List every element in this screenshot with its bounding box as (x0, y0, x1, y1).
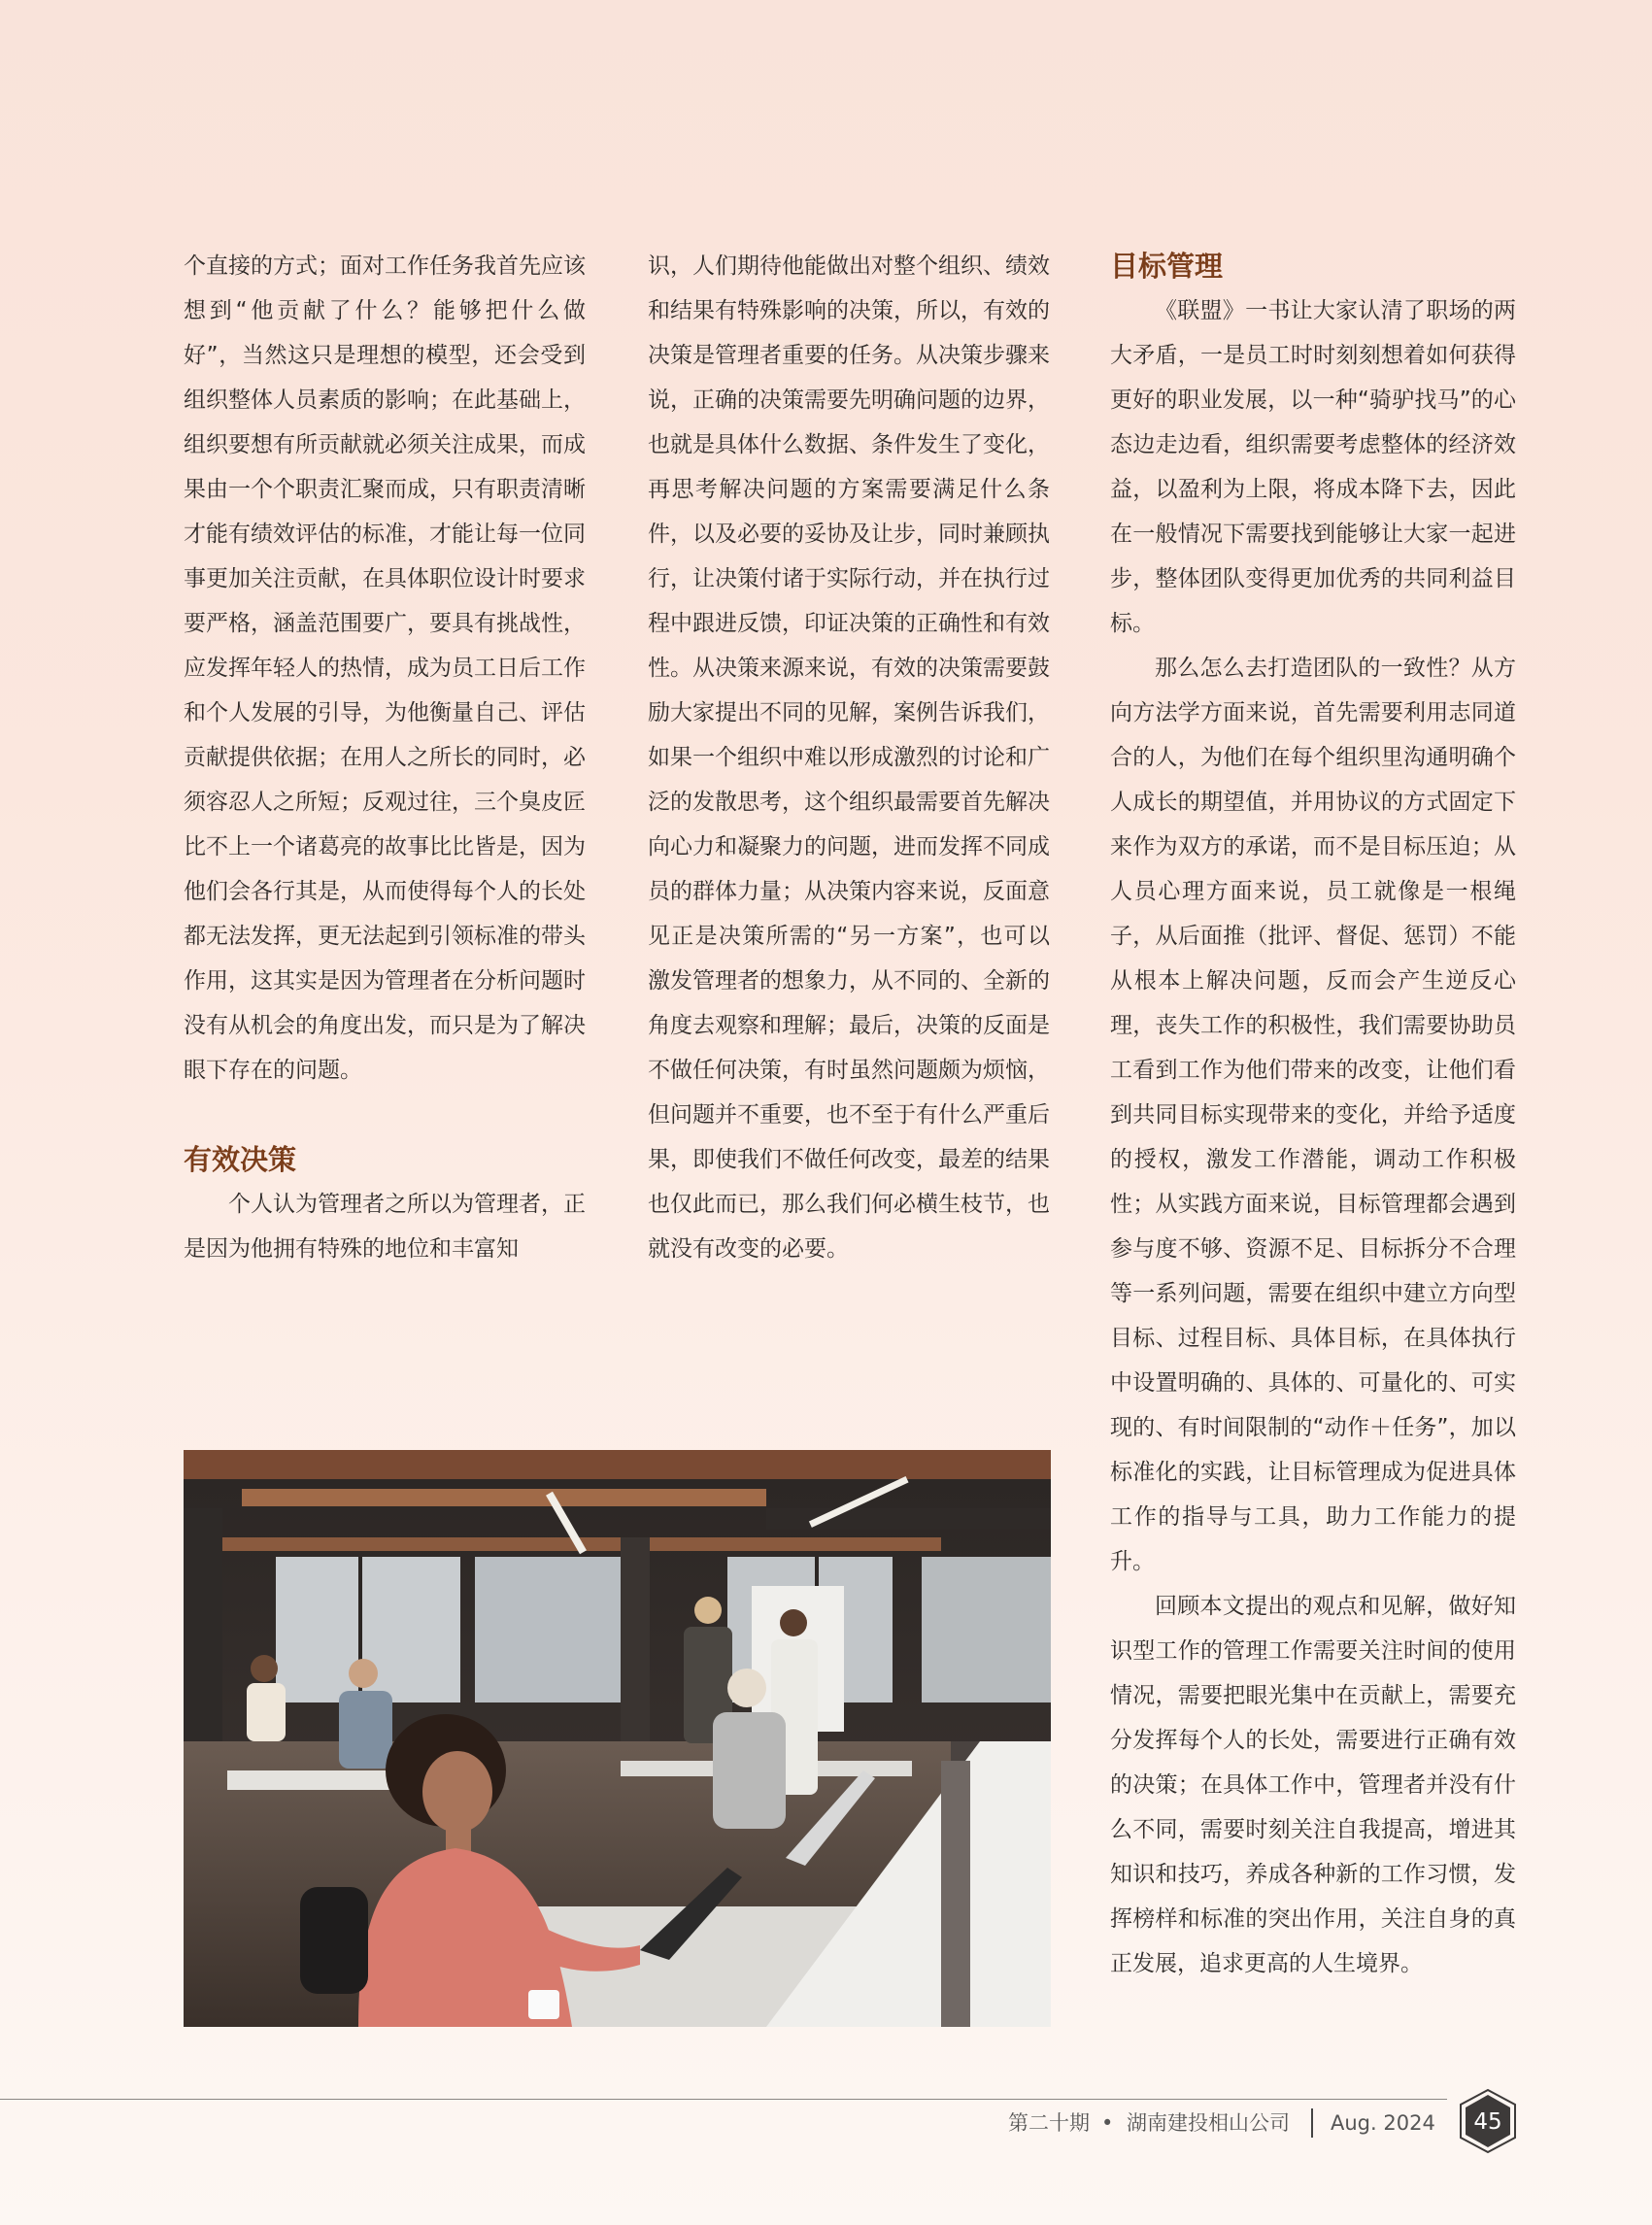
footer-date (1331, 2106, 1435, 2141)
paragraph: 个直接的方式；面对工作任务我首先应该想到“他贡献了什么？能够把什么做好”，当然这只是理想的模型，还会受到组织整体人员素质的影响；在此基础上，组织要想有所贡献就必须关注成果，而成果由一个个职责汇聚而成，只有职责清晰才能有绩效评估的标准，才能让每一位同事更加关注贡献，在具体职位设计时要求要严格，涵盖范围要广，要具有挑战性，应发挥年轻人的热情，成为员工日后工作和个人发展的引导，为他衡量自己、评估贡献提供依据；在用人之所长的同时，必须容忍人之所短；反观过往，三个臭皮匠比不上一个诸葛亮的故事比比皆是，因为他们会各行其是，从而使得每个人的长处都无法发挥，更无法起到引领标准的带头作用，这其实是因为管理者在分析问题时没有从机会的角度出发，而只是为了解决眼下存在的问题。 (184, 253, 586, 1083)
paragraph: 个人认为管理者之所以为管理者，正是因为他拥有特殊的地位和丰富知 (184, 1192, 586, 1262)
footer-separator (1311, 2108, 1313, 2138)
footer-company (1127, 2106, 1290, 2141)
footer-bullet (1101, 2106, 1113, 2141)
column-2 (648, 244, 1050, 1271)
paragraph: 识，人们期待他能做出对整个组织、绩效和结果有特殊影响的决策，所以，有效的决策是管理者重要的任务。从决策步骤来说，正确的决策需要先明确问题的边界，也就是具体什么数据、条件发生了变化，再思考解决问题的方案需要满足什么条件，以及必要的妥协及让步，同时兼顾执行，让决策付诸于实际行动，并在执行过程中跟进反馈，印证决策的正确性和有效性。从决策来源来说，有效的决策需要鼓励大家提出不同的见解，案例告诉我们，如果一个组织中难以形成激烈的讨论和广泛的发散思考，这个组织最需要首先解决向心力和凝聚力的问题，进而发挥不同成员的群体力量；从决策内容来说，反面意见正是决策所需的“另一方案”，也可以激发管理者的想象力，从不同的、全新的角度去观察和理解；最后，决策的反面是不做任何决策，有时虽然问题颇为烦恼，但问题并不重要，也不至于有什么严重后果，即使我们不做任何改变，最差的结果也仅此而已，那么我们何必横生枝节，也就没有改变的必要。 (648, 253, 1050, 1262)
footer-bullet-text: • (1101, 2111, 1114, 2135)
paragraph: 《联盟》一书让大家认清了职场的两大矛盾，一是员工时时刻刻想着如何获得更好的职业发展，以一种“骑驴找马”的心态边走边看，组织需要考虑整体的经济效益，以盈利为上限，将成本降下去，因此在一般情况下需要找到能够让大家一起进步，整体团队变得更加优秀的共同利益目标。 (1110, 298, 1516, 636)
column-3 (1110, 244, 1516, 1986)
footer-issue (1008, 2106, 1090, 2141)
footer-issue-text: 第二十期 (1008, 2111, 1090, 2135)
page-number-badge (1459, 2088, 1517, 2154)
footer-company-text: 湖南建投相山公司 (1127, 2111, 1290, 2135)
column-1 (184, 244, 586, 1271)
paragraph: 那么怎么去打造团队的一致性？从方向方法学方面来说，首先需要利用志同道合的人，为他们在每个组织里沟通明确个人成长的期望值，并用协议的方式固定下来作为双方的承诺，而不是目标压迫；从人员心理方面来说，员工就像是一根绳子，从后面推（批评、督促、惩罚）不能从根本上解决问题，反而会产生逆反心理，丧失工作的积极性，我们需要协助员工看到工作为他们带来的改变，让他们看到共同目标实现带来的变化，并给予适度的授权，激发工作潜能，调动工作积极性；从实践方面来说，目标管理都会遇到参与度不够、资源不足、目标拆分不合理等一系列问题，需要在组织中建立方向型目标、过程目标、具体目标，在具体执行中设置明确的、具体的、可量化的、可实现的、有时间限制的“动作＋任务”，加以标准化的实践，让目标管理成为促进具体工作的指导与工具，助力工作能力的提升。 (1110, 656, 1516, 1574)
footer-date-text: Aug. 2024 (1331, 2111, 1435, 2135)
paragraph: 回顾本文提出的观点和见解，做好知识型工作的管理工作需要关注时间的使用情况，需要把眼光集中在贡献上，需要充分发挥每个人的长处，需要进行正确有效的决策；在具体工作中，管理者并没有什么不同，需要时刻关注自我提高，增进其知识和技巧，养成各种新的工作习惯，发挥榜样和标准的突出作用，关注自身的真正发展，追求更高的人生境界。 (1110, 1594, 1516, 1976)
office-scene-illustration (184, 1450, 1051, 2027)
page-number: 45 (1473, 2109, 1502, 2135)
footer-rule (0, 2099, 1447, 2100)
section-heading-decision: 有效决策 (184, 1143, 297, 1176)
section-heading-goal-management: 目标管理 (1110, 250, 1224, 283)
office-photo (184, 1450, 1051, 2027)
